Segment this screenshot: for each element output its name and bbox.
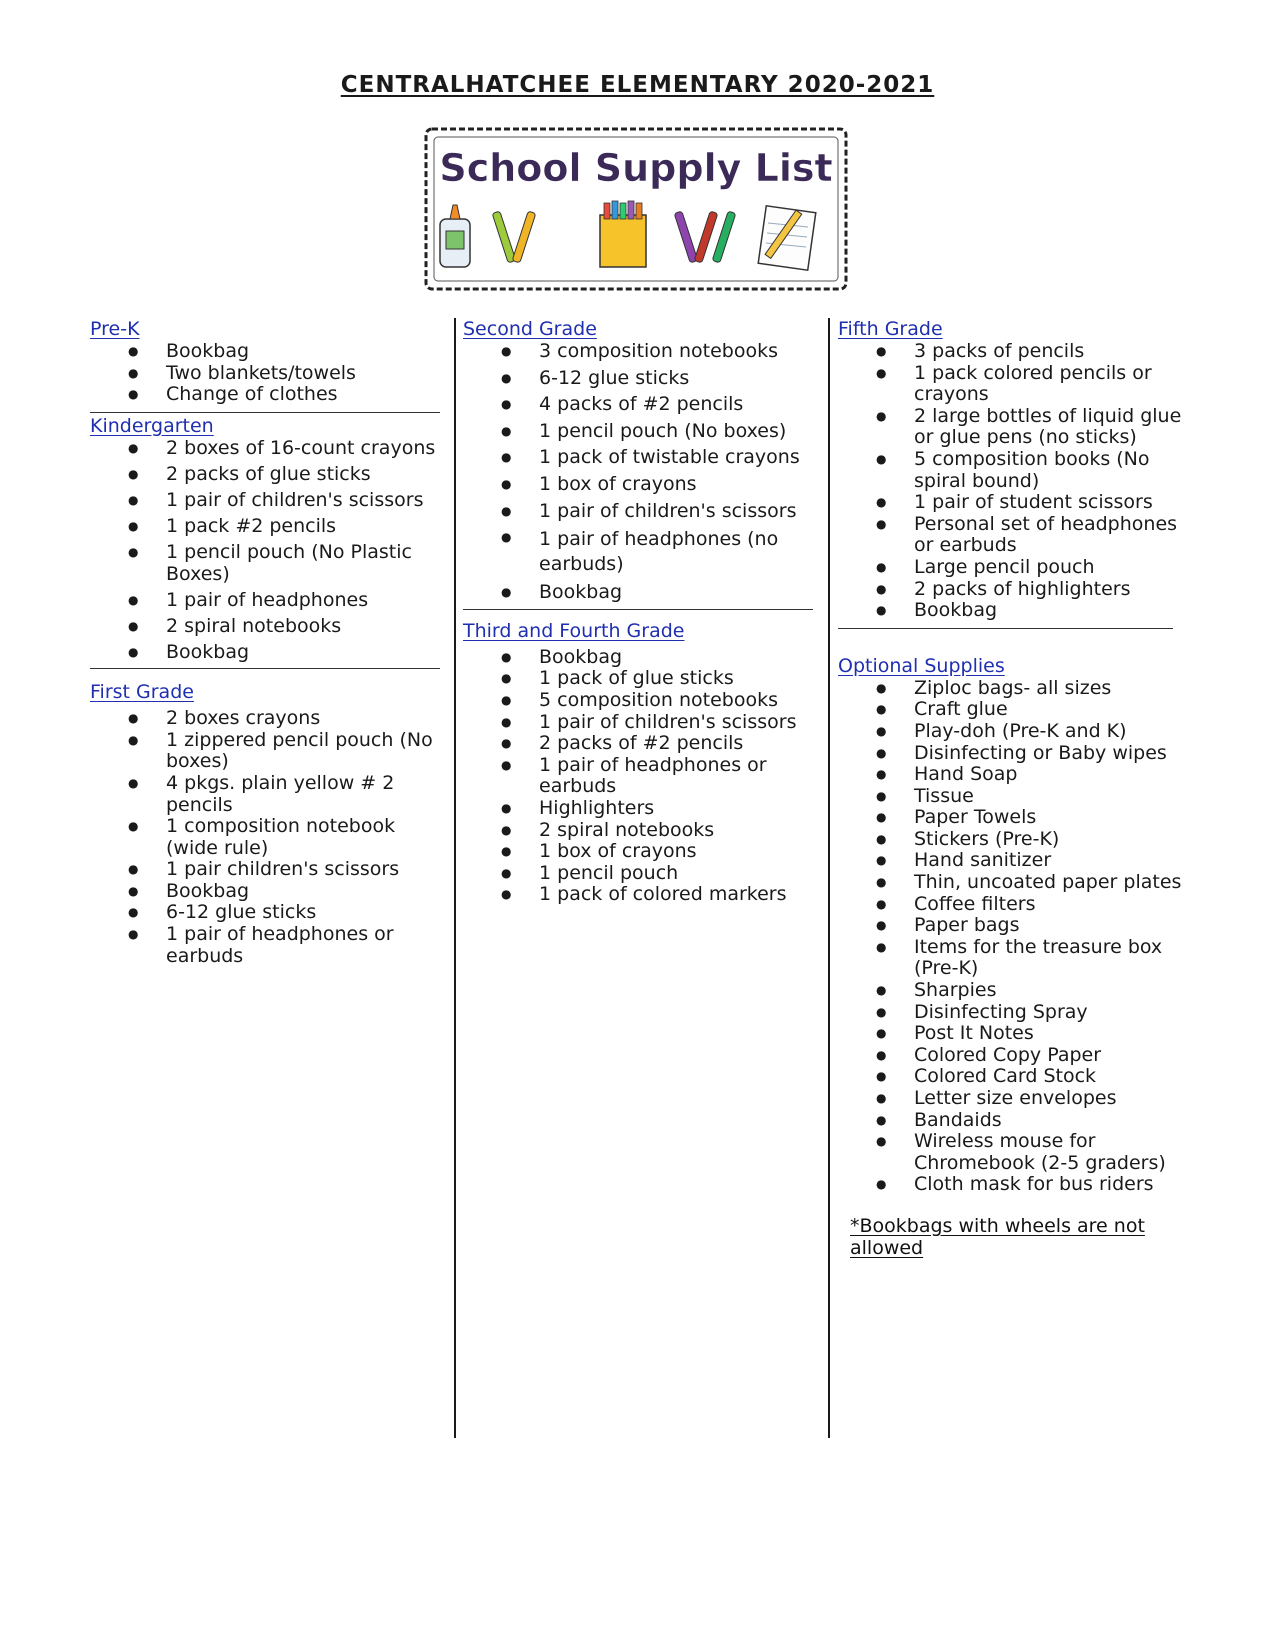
column-1 <box>90 318 445 967</box>
list-item: ● Craft glue <box>838 699 1198 721</box>
list-item: ● 1 pair of headphones (no earbuds) <box>463 527 823 577</box>
optional-supplies-heading: Optional Supplies <box>838 654 1005 677</box>
divider <box>463 609 813 610</box>
list-item: ● Change of clothes <box>90 384 445 406</box>
first-grade-heading: First Grade <box>90 681 194 704</box>
list-item: ● Stickers (Pre-K) <box>838 829 1198 851</box>
list-item: ● 5 composition notebooks <box>463 690 823 712</box>
list-item: ● 1 pack colored pencils or crayons <box>838 363 1198 406</box>
list-item: ● 4 packs of #2 pencils <box>463 394 823 416</box>
list-item: ● 1 composition notebook (wide rule) <box>90 816 445 859</box>
list-item: ● Disinfecting Spray <box>838 1002 1198 1024</box>
list-item: ● 2 spiral notebooks <box>463 820 823 842</box>
list-item: ● 1 pair of headphones or earbuds <box>90 924 445 967</box>
list-item: ● Letter size envelopes <box>838 1088 1198 1110</box>
banner-title: School Supply List <box>439 146 833 190</box>
list-item: ● 1 pair of children's scissors <box>463 501 823 523</box>
list-item: ● 1 pair of headphones or earbuds <box>463 755 823 798</box>
list-item: ● 2 large bottles of liquid glue or glue pens (no sticks) <box>838 406 1198 449</box>
column-3 <box>838 318 1198 1259</box>
list-item: ● Post It Notes <box>838 1023 1198 1045</box>
list-item: ● Bookbag <box>463 647 823 669</box>
list-item: ● Colored Card Stock <box>838 1066 1198 1088</box>
list-item: ● 1 box of crayons <box>463 474 823 496</box>
list-item: ● Paper bags <box>838 915 1198 937</box>
supply-list-banner <box>420 123 852 295</box>
list-item: ● 3 composition notebooks <box>463 341 823 363</box>
fifth-grade-list <box>838 341 1198 622</box>
list-item: ● Coffee filters <box>838 894 1198 916</box>
list-item: ● 1 pencil pouch <box>463 863 823 885</box>
list-item: ● Bookbag <box>463 582 823 604</box>
optional-supplies-list <box>838 678 1198 1196</box>
list-item: ● 5 composition books (No spiral bound) <box>838 449 1198 492</box>
list-item: ● Two blankets/towels <box>90 363 445 385</box>
column-divider-2 <box>828 318 830 1438</box>
bookbag-wheels-note: *Bookbags with wheels are not allowed <box>850 1214 1145 1259</box>
second-grade-list <box>463 341 823 604</box>
fifth-grade-heading: Fifth Grade <box>838 318 943 340</box>
list-item: ● Thin, uncoated paper plates <box>838 872 1198 894</box>
prek-list <box>90 341 445 406</box>
list-item: ● Hand Soap <box>838 764 1198 786</box>
list-item: ● 3 packs of pencils <box>838 341 1198 363</box>
list-item: ● 6-12 glue sticks <box>463 368 823 390</box>
list-item: ● Bookbag <box>838 600 1198 622</box>
divider <box>90 412 440 413</box>
list-item: ● Highlighters <box>463 798 823 820</box>
kindergarten-list <box>90 438 445 664</box>
list-item: ● 6-12 glue sticks <box>90 902 445 924</box>
list-item: ● Bandaids <box>838 1110 1198 1132</box>
list-item: ● 1 pack of glue sticks <box>463 668 823 690</box>
list-item: ● Sharpies <box>838 980 1198 1002</box>
third-fourth-grade-heading: Third and Fourth Grade <box>463 619 685 642</box>
list-item: ● 2 boxes crayons <box>90 708 445 730</box>
list-item: ● Large pencil pouch <box>838 557 1198 579</box>
prek-heading: Pre-K <box>90 318 140 340</box>
list-item: ● 1 pair of children's scissors <box>90 490 445 512</box>
page-title <box>0 72 1275 98</box>
list-item: ● Bookbag <box>90 642 445 664</box>
list-item: ● 2 packs of #2 pencils <box>463 733 823 755</box>
divider <box>90 668 440 669</box>
list-item: ● Hand sanitizer <box>838 850 1198 872</box>
list-item: ● 1 pair of student scissors <box>838 492 1198 514</box>
column-2 <box>463 318 823 906</box>
list-item: ● 2 packs of glue sticks <box>90 464 445 486</box>
list-item: ● 4 pkgs. plain yellow # 2 pencils <box>90 773 445 816</box>
divider <box>838 628 1173 629</box>
list-item: ● Play-doh (Pre-K and K) <box>838 721 1198 743</box>
kindergarten-heading: Kindergarten <box>90 414 214 437</box>
list-item: ● 1 pack of twistable crayons <box>463 447 823 469</box>
list-item: ● Disinfecting or Baby wipes <box>838 743 1198 765</box>
list-item: ● Tissue <box>838 786 1198 808</box>
third-fourth-grade-list <box>463 647 823 906</box>
list-item: ● Cloth mask for bus riders <box>838 1174 1198 1196</box>
list-item: ● Wireless mouse for Chromebook (2-5 graders) <box>838 1131 1198 1174</box>
crayon-box-icon <box>600 201 646 267</box>
list-item: ● 1 pencil pouch (No Plastic Boxes) <box>90 542 445 585</box>
list-item: ● 1 pencil pouch (No boxes) <box>463 421 823 443</box>
list-item: ● 1 pair of children's scissors <box>463 712 823 734</box>
list-item: ● Ziploc bags- all sizes <box>838 678 1198 700</box>
first-grade-list <box>90 708 445 967</box>
list-item: ● Bookbag <box>90 881 445 903</box>
list-item: ● 1 pack of colored markers <box>463 884 823 906</box>
list-item: ● Items for the treasure box (Pre-K) <box>838 937 1198 980</box>
notepad-pencil-icon <box>758 206 816 270</box>
list-item: ● 1 pair children's scissors <box>90 859 445 881</box>
list-item: ● Paper Towels <box>838 807 1198 829</box>
list-item: ● 1 pack #2 pencils <box>90 516 445 538</box>
page-title-text: CENTRALHATCHEE ELEMENTARY 2020-2021 <box>340 72 935 98</box>
list-item: ● 1 pair of headphones <box>90 590 445 612</box>
second-grade-heading: Second Grade <box>463 318 597 340</box>
list-item: ● 2 boxes of 16-count crayons <box>90 438 445 460</box>
column-divider-1 <box>454 318 456 1438</box>
list-item: ● 1 box of crayons <box>463 841 823 863</box>
list-item: ● 1 zippered pencil pouch (No boxes) <box>90 730 445 773</box>
list-item: ● Colored Copy Paper <box>838 1045 1198 1067</box>
list-item: ● Personal set of headphones or earbuds <box>838 514 1198 557</box>
list-item: ● 2 packs of highlighters <box>838 579 1198 601</box>
list-item: ● Bookbag <box>90 341 445 363</box>
list-item: ● 2 spiral notebooks <box>90 616 445 638</box>
